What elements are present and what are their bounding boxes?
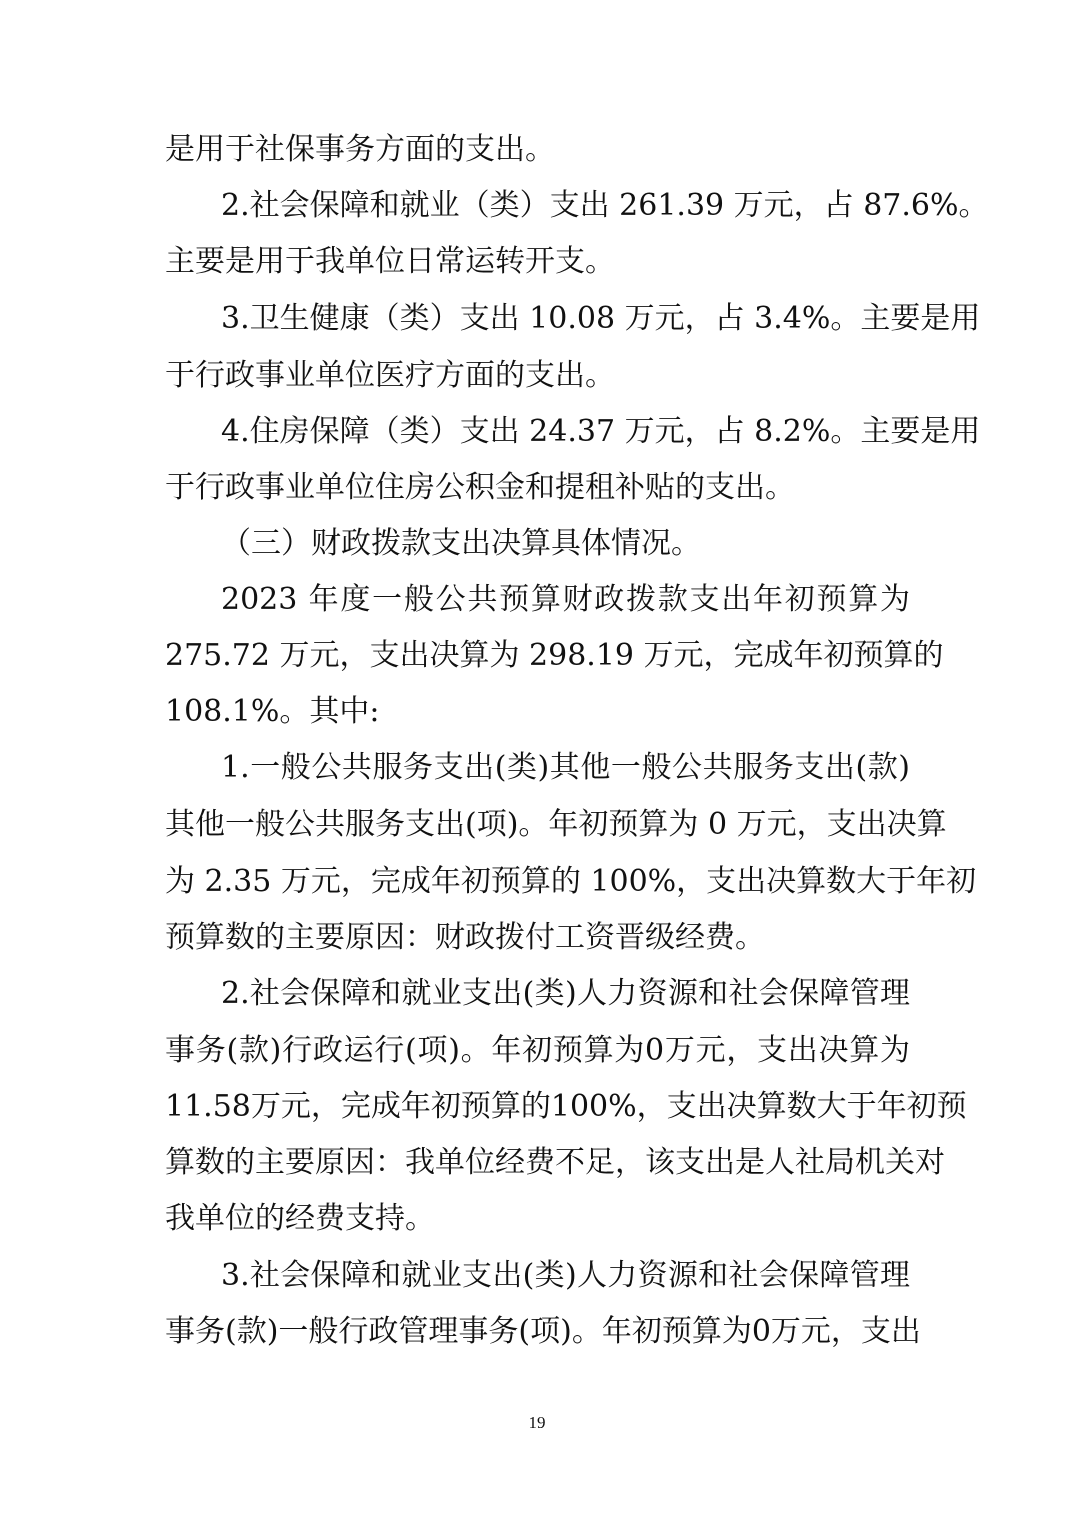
- text-line: 2.社会保障和就业（类）支出 261.39 万元，占 87.6%。: [221, 188, 989, 223]
- text-line: 4.住房保障（类）支出 24.37 万元，占 8.2%。主要是用: [221, 414, 981, 449]
- text-line: 11.58万元，完成年初预算的100%，支出决算数大于年初预: [165, 1089, 967, 1124]
- text-line: 是用于社保事务方面的支出。: [165, 132, 555, 167]
- text-line: 3.卫生健康（类）支出 10.08 万元，占 3.4%。主要是用: [221, 301, 981, 336]
- text-line: 事务(款)一般行政管理事务(项)。年初预算为0万元，支出: [165, 1314, 921, 1349]
- text-line: 事务(款)行政运行(项)。年初预算为0万元，支出决算为: [165, 1033, 910, 1068]
- text-line: 于行政事业单位医疗方面的支出。: [165, 358, 615, 393]
- text-line: 我单位的经费支持。: [165, 1201, 435, 1236]
- text-line: 于行政事业单位住房公积金和提租补贴的支出。: [165, 470, 795, 505]
- text-line: 其他一般公共服务支出(项)。年初预算为 0 万元，支出决算: [165, 807, 947, 842]
- page-number: 19: [528, 1413, 546, 1432]
- text-line: 算数的主要原因：我单位经费不足，该支出是人社局机关对: [165, 1145, 945, 1180]
- text-line: 2023 年度一般公共预算财政拨款支出年初预算为: [221, 582, 910, 617]
- text-line: 275.72 万元，支出决算为 298.19 万元，完成年初预算的: [165, 638, 944, 673]
- text-line: 2.社会保障和就业支出(类)人力资源和社会保障管理: [221, 976, 910, 1011]
- text-line: 3.社会保障和就业支出(类)人力资源和社会保障管理: [221, 1258, 910, 1293]
- text-line: 108.1%。其中:: [165, 694, 380, 729]
- section-heading: （三）财政拨款支出决算具体情况。: [221, 526, 701, 561]
- text-line: 1.一般公共服务支出(类)其他一般公共服务支出(款): [221, 750, 910, 785]
- text-line: 主要是用于我单位日常运转开支。: [165, 244, 615, 279]
- text-line: 为 2.35 万元，完成年初预算的 100%，支出决算数大于年初: [165, 864, 977, 899]
- text-line: 预算数的主要原因：财政拨付工资晋级经费。: [165, 920, 765, 955]
